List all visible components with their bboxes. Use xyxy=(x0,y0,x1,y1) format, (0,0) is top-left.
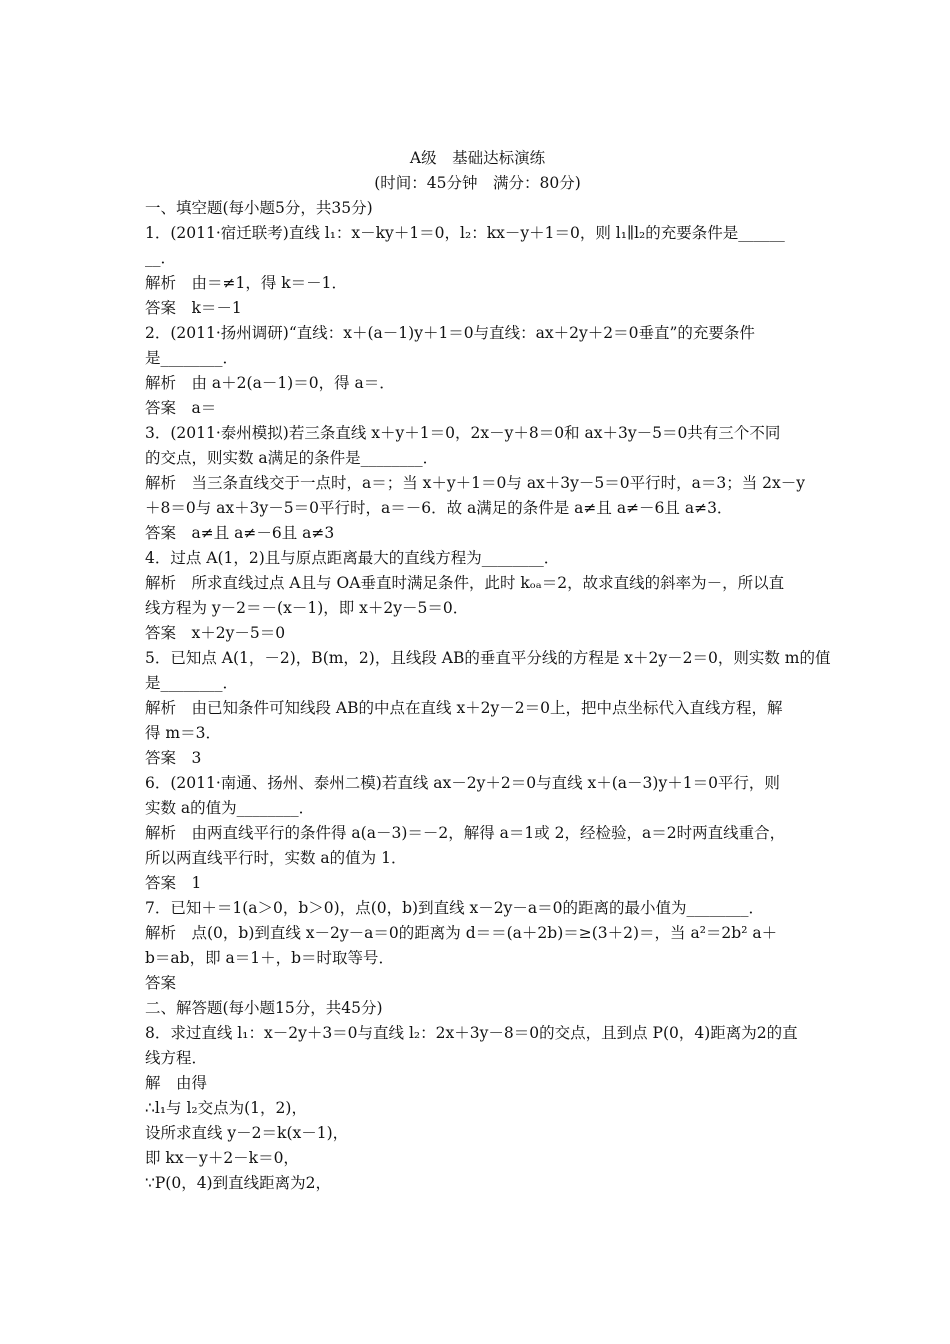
answer-line: 答案 k＝－1 xyxy=(145,299,242,317)
question-line: __． xyxy=(145,249,177,267)
answer-line: 答案 a≠且 a≠－6且 a≠3 xyxy=(145,524,335,542)
question-line: 线方程． xyxy=(145,1049,208,1067)
solution-line: 解 由得 xyxy=(145,1074,208,1092)
analysis-line: 解析 由＝≠1，得 k＝－1． xyxy=(145,274,348,292)
question-line: 7．已知＋＝1(a＞0，b＞0)，点(0，b)到直线 x－2y－a＝0的距离的最小值为________． xyxy=(145,899,764,917)
answer-line: 答案 1 xyxy=(145,874,202,892)
question-line: 8．求过直线 l₁：x－2y＋3＝0与直线 l₂：2x＋3y－8＝0的交点，且到点 P(0，4)距离为2的直 xyxy=(145,1024,798,1042)
question-line: 是________． xyxy=(145,674,239,692)
document-page xyxy=(145,146,831,1196)
analysis-line: ＋8＝0与 ax＋3y－5＝0平行时，a＝－6．故 a满足的条件是 a≠且 a≠－6且 a≠3． xyxy=(145,499,733,517)
analysis-line: b＝ab，即 a＝1＋，b＝时取等号． xyxy=(145,949,395,967)
solution-line: 设所求直线 y－2＝k(x－1)， xyxy=(145,1124,349,1142)
analysis-line: 解析 由两直线平行的条件得 a(a－3)＝－2，解得 a＝1或 2，经检验，a＝2时两直线重合， xyxy=(145,824,786,842)
question-line: 2．(2011·扬州调研)“直线：x＋(a－1)y＋1＝0与直线：ax＋2y＋2＝0垂直”的充要条件 xyxy=(145,324,755,342)
analysis-line: 解析 所求直线过点 A且与 OA垂直时满足条件，此时 kₒₐ＝2，故求直线的斜率为－，所以直 xyxy=(145,574,785,592)
page-subtitle: (时间：45分钟 满分：80分) xyxy=(374,174,581,192)
solution-line: ∵P(0，4)到直线距离为2， xyxy=(145,1174,331,1192)
analysis-line: 解析 由 a＋2(a－1)＝0，得 a＝． xyxy=(145,374,395,392)
solution-line: 即 kx－y＋2－k＝0， xyxy=(145,1149,299,1167)
question-line: 1．(2011·宿迁联考)直线 l₁：x－ky＋1＝0，l₂：kx－y＋1＝0，则 l₁∥l₂的充要条件是______ xyxy=(145,224,785,242)
answer-line: 答案 a＝ xyxy=(145,399,217,417)
question-line: 5．已知点 A(1，－2)，B(m，2)，且线段 AB的垂直平分线的方程是 x＋2y－2＝0，则实数 m的值 xyxy=(145,649,831,667)
page-title: A级 基础达标演练 xyxy=(409,149,546,167)
section-heading: 一、填空题(每小题5分，共35分) xyxy=(145,199,373,217)
solution-line: ∴l₁与 l₂交点为(1，2)， xyxy=(145,1099,307,1117)
title-block xyxy=(145,146,810,196)
body-lines xyxy=(145,196,831,1196)
section-heading: 二、解答题(每小题15分，共45分) xyxy=(145,999,383,1017)
question-line: 是________． xyxy=(145,349,239,367)
question-line: 3．(2011·泰州模拟)若三条直线 x＋y＋1＝0，2x－y＋8＝0和 ax＋3y－5＝0共有三个不同 xyxy=(145,424,781,442)
analysis-line: 解析 当三条直线交于一点时，a＝；当 x＋y＋1＝0与 ax＋3y－5＝0平行时，a＝3；当 2x－y xyxy=(145,474,806,492)
analysis-line: 解析 点(0，b)到直线 x－2y－a＝0的距离为 d＝＝(a＋2b)＝≥(3＋2)＝，当 a²＝2b² a＋ xyxy=(145,924,778,942)
question-line: 的交点，则实数 a满足的条件是________． xyxy=(145,449,439,467)
question-line: 4．过点 A(1，2)且与原点距离最大的直线方程为________． xyxy=(145,549,560,567)
question-line: 实数 a的值为________． xyxy=(145,799,315,817)
analysis-line: 解析 由已知条件可知线段 AB的中点在直线 x＋2y－2＝0上，把中点坐标代入直线方程，解 xyxy=(145,699,783,717)
answer-line: 答案 3 xyxy=(145,749,202,767)
answer-line: 答案 xyxy=(145,974,177,992)
analysis-line: 线方程为 y－2＝－(x－1)，即 x＋2y－5＝0． xyxy=(145,599,469,617)
question-line: 6．(2011·南通、扬州、泰州二模)若直线 ax－2y＋2＝0与直线 x＋(a－3)y＋1＝0平行，则 xyxy=(145,774,780,792)
analysis-line: 得 m＝3． xyxy=(145,724,221,742)
analysis-line: 所以两直线平行时，实数 a的值为 1． xyxy=(145,849,407,867)
answer-line: 答案 x＋2y－5＝0 xyxy=(145,624,286,642)
